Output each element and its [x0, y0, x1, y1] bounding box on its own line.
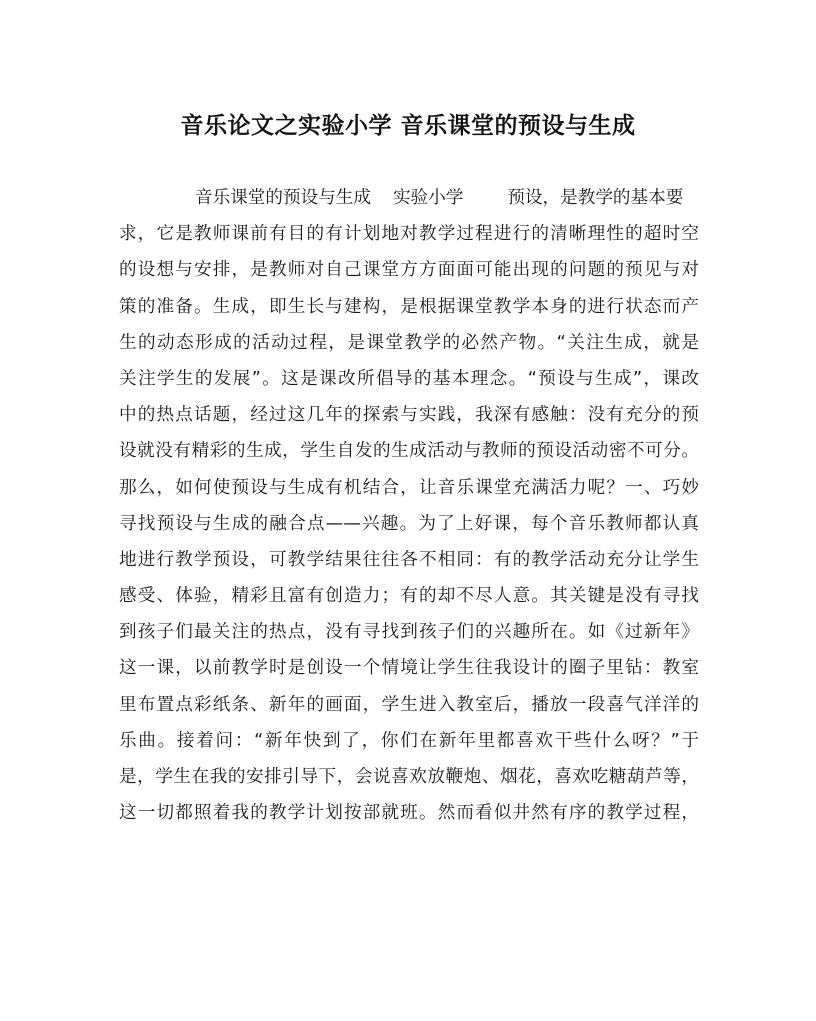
body-line: 感受、体验，精彩且富有创造力；有的却不尽人意。其关键是没有寻找 — [119, 586, 699, 607]
body-line: 策的准备。生成，即生长与建构，是根据课堂教学本身的进行状态而产 — [119, 296, 699, 317]
body-line-segment: 音乐课堂的预设与生成 — [195, 188, 371, 208]
body-line-segment: 预设，是教学的基本要 — [507, 188, 684, 208]
body-line: 那么，如何使预设与生成有机结合，让音乐课堂充满活力呢？一、巧妙 — [119, 477, 699, 498]
body-line-segment: 实验小学 — [392, 188, 464, 208]
body-line: 到孩子们最关注的热点，没有寻找到孩子们的兴趣所在。如《过新年》 — [119, 622, 699, 643]
body-line: 地进行教学预设，可教学结果往往各不相同：有的教学活动充分让学生 — [119, 549, 699, 570]
document-title: 音乐论文之实验小学 音乐课堂的预设与生成 — [180, 112, 636, 139]
body-line: 的设想与安排，是教师对自己课堂方方面面可能出现的问题的预见与对 — [119, 260, 699, 281]
body-line: 是，学生在我的安排引导下，会说喜欢放鞭炮、烟花，喜欢吃糖葫芦等， — [119, 767, 699, 787]
body-line: 寻找预设与生成的融合点——兴趣。为了上好课，每个音乐教师都认真 — [119, 513, 699, 534]
body-line: 生的动态形成的活动过程，是课堂教学的必然产物。“关注生成，就是 — [119, 332, 699, 353]
body-line: 乐曲。接着问：“新年快到了，你们在新年里都喜欢干些什么呀？”于 — [119, 730, 699, 751]
body-line: 关注学生的发展”。这是课改所倡导的基本理念。“预设与生成”，课改 — [119, 368, 699, 389]
body-line: 中的热点话题，经过这几年的探索与实践，我深有感触：没有充分的预 — [119, 405, 699, 426]
body-line: 求，它是教师课前有目的有计划地对教学过程进行的清晰理性的超时空 — [119, 224, 699, 245]
body-line: 这一课，以前教学时是创设一个情境让学生往我设计的圈子里钻：教室 — [119, 658, 699, 679]
body-line: 这一切都照着我的教学计划按部就班。然而看似井然有序的教学过程， — [119, 803, 699, 824]
body-line — [119, 180, 699, 216]
body-line: 里布置点彩纸条、新年的画面，学生进入教室后，播放一段喜气洋洋的 — [119, 694, 699, 715]
body-line: 设就没有精彩的生成，学生自发的生成活动与教师的预设活动密不可分。 — [119, 441, 699, 462]
document-body — [119, 180, 699, 831]
